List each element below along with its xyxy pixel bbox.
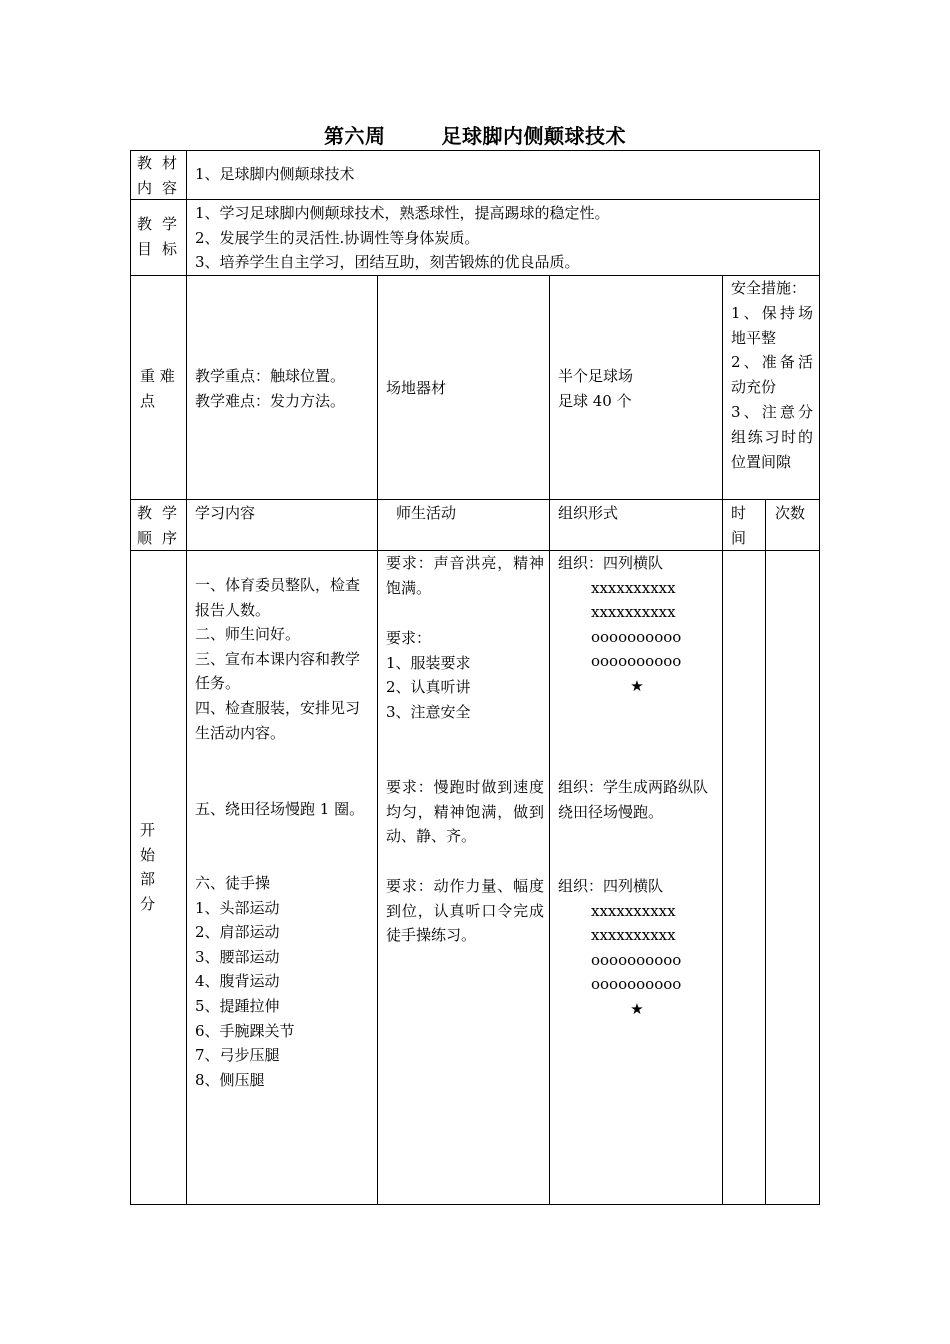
organization-3 [558, 874, 716, 1022]
title-topic: 足球脚内侧颠球技术 [441, 124, 626, 148]
opening-label: 开始部分 [140, 821, 156, 913]
row-divider [130, 199, 820, 200]
formation-row: xxxxxxxxxx [591, 926, 676, 945]
header-activity: 师生活动 [396, 504, 457, 522]
formation-row: xxxxxxxxxx [591, 901, 676, 920]
teaching-focus: 教学重点：触球位置。 [195, 367, 346, 385]
safety-item: 3、注意分组练习时的位置间隙 [731, 402, 813, 471]
formation-row: oooooooooo [591, 975, 682, 994]
opening-content [195, 573, 371, 745]
material-label: 教材内容 [137, 154, 177, 197]
activity-req2 [386, 626, 544, 724]
content-item: 1、头部运动 [195, 898, 280, 917]
content-item: 二、师生问好。 [195, 625, 301, 644]
teacher-star-icon: ★ [630, 676, 644, 695]
venue-field: 半个足球场 [558, 367, 634, 385]
keypoints-label: 重 难 点 [140, 367, 175, 410]
table-border-bottom [130, 1204, 820, 1205]
table-border-top [130, 150, 820, 151]
teaching-difficulty: 教学难点：发力方法。 [195, 391, 346, 410]
title-week: 第六周 [324, 124, 386, 148]
objective-item: 2、发展学生的灵活性.协调性等身体炭质。 [195, 228, 480, 247]
formation-row: xxxxxxxxxx [591, 578, 676, 597]
header-time: 时间 [731, 504, 747, 547]
organization-2: 组织：学生成两路纵队绕田径场慢跑。 [558, 778, 709, 821]
formation-row: xxxxxxxxxx [591, 603, 676, 622]
content-item: 一、体育委员整队，检查报告人数。 [195, 576, 361, 619]
activity-item: 1、服装要求 [386, 653, 471, 672]
formation-row: oooooooooo [591, 652, 682, 671]
content-item: 6、手腕踝关节 [195, 1021, 295, 1040]
org-title: 组织：四列横队 [558, 877, 664, 895]
header-count: 次数 [775, 504, 806, 522]
activity-req1: 要求：声音洪亮，精神饱满。 [386, 554, 544, 597]
objective-item: 3、培养学生自主学习，团结互助，刻苦锻炼的优良品质。 [195, 253, 580, 272]
venue-label: 场地器材 [386, 379, 447, 397]
column-divider [186, 150, 187, 1205]
activity-item: 2、认真听讲 [386, 678, 471, 697]
content-item: 4、腹背运动 [195, 972, 280, 991]
content-item: 2、肩部运动 [195, 923, 280, 942]
page-title [0, 120, 950, 149]
column-divider [722, 275, 723, 1205]
opening-exercises [195, 871, 371, 1092]
column-divider [377, 275, 378, 1205]
column-divider [765, 499, 766, 1205]
org-title: 组织：四列横队 [558, 554, 664, 572]
formation-row: oooooooooo [591, 950, 682, 969]
material-content: 1、足球脚内侧颠球技术 [195, 165, 355, 183]
activity-req3: 要求：慢跑时做到速度均匀，精神饱满，做到动、静、齐。 [386, 778, 544, 846]
objective-item: 1、学习足球脚内侧颠球技术，熟悉球性，提高踢球的稳定性。 [195, 204, 610, 222]
content-item: 5、提踵拉伸 [195, 996, 280, 1015]
safety-measures [731, 276, 813, 474]
content-item: 3、腰部运动 [195, 947, 280, 966]
activity-item: 3、注意安全 [386, 702, 471, 721]
header-order: 教学顺序 [137, 504, 177, 547]
venue-content [558, 364, 718, 413]
objectives-label: 教学目标 [137, 215, 177, 258]
content-item: 四、检查服装，安排见习生活动内容。 [195, 698, 361, 742]
safety-item: 1、保持场地平整 [731, 303, 813, 347]
header-organization: 组织形式 [558, 504, 619, 522]
teacher-star-icon: ★ [630, 999, 644, 1018]
safety-item: 2、准备活动充份 [731, 353, 813, 397]
content-item: 8、侧压腿 [195, 1070, 265, 1089]
table-border-right [819, 150, 820, 1205]
column-divider [549, 275, 550, 1205]
venue-balls: 足球 40 个 [558, 391, 632, 410]
row-divider [130, 275, 820, 276]
safety-title: 安全措施： [731, 279, 807, 297]
objectives-content [195, 201, 810, 275]
content-item: 三、宣布本课内容和教学任务。 [195, 649, 361, 693]
content-item: 7、弓步压腿 [195, 1046, 280, 1065]
table-border-left [130, 150, 131, 1205]
content-item: 六、徒手操 [195, 874, 271, 892]
organization-1 [558, 551, 716, 699]
keypoints-content [195, 364, 373, 413]
header-content: 学习内容 [195, 504, 256, 522]
formation-row: oooooooooo [591, 627, 682, 646]
activity-req4: 要求：动作力量、幅度到位，认真听口令完成徒手操练习。 [386, 877, 544, 945]
row-divider [130, 499, 820, 500]
activity-req2-title: 要求： [386, 629, 432, 647]
opening-jog: 五、绕田径场慢跑 1 圈。 [195, 800, 365, 818]
